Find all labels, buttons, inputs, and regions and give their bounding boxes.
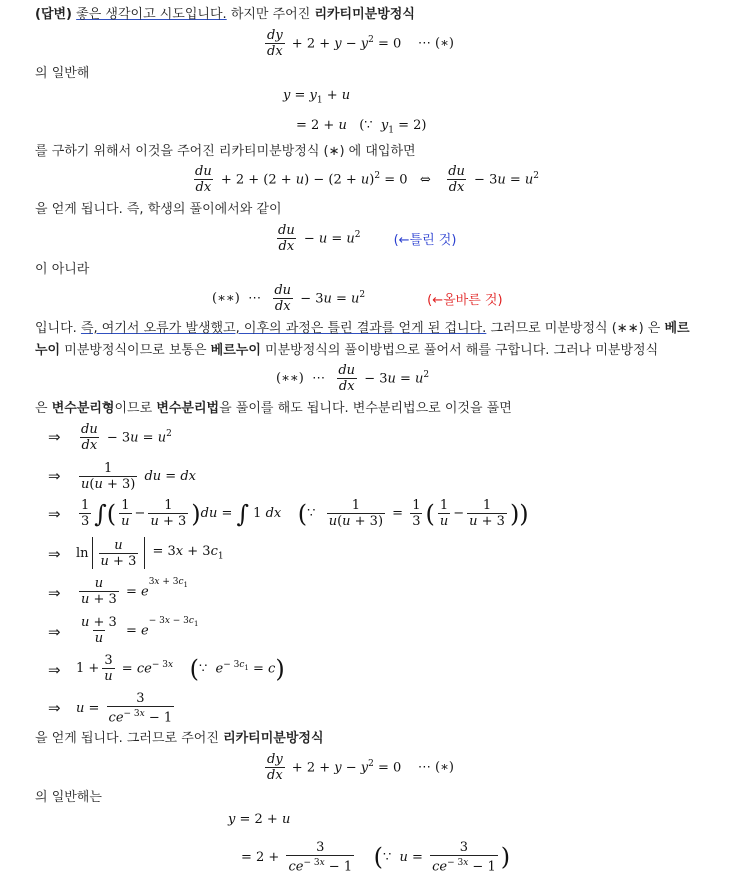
text-span: 그러므로 미분방정식 (∗∗) 은	[486, 321, 665, 336]
riccati-equation-2: $\frac{dy}{dx}$ + $2 + y - y^2 = 0$ ⋯ (∗)	[267, 752, 454, 783]
bernoulli-term: 베르	[664, 321, 690, 336]
step-3: $\frac{1}{3}$ ∫ ( $\frac{1}{u}$ − $\frac{1}{u + 3}$ ) du = ∫ 1 dx ( ∵ $\frac{1}{u(u + 3)}$ = $\frac{1}{3}$ ( $\frac{1}{u}$ − $\frac{1}{u + 3}$ ))	[81, 498, 529, 529]
right-label: 올바른 것	[443, 293, 498, 308]
general-solution-2: = 2 + $\frac{3}{ce^{- 3x} - 1}$ ( ∵ u = $\frac{3}{ce^{- 3x} - 1}$ )	[241, 840, 511, 875]
correct-eq: (∗∗) ⋯ $\frac{du}{dx}$ − $3u = u^2$ (←올바른 것)	[212, 283, 503, 314]
wrong-eq: $\frac{du}{dx}$ − $u = u^2$ (←틀린 것)	[278, 223, 457, 254]
bernoulli-term: 베르누이	[210, 343, 261, 358]
step-4: ln $\frac{u}{u + 3}$ = $3x + 3c_1$	[76, 537, 224, 569]
text-line	[35, 343, 658, 359]
step-8: u = $\frac{3}{ce^{- 3x} - 1}$	[76, 691, 173, 726]
implies-arrow: ⇒	[48, 467, 61, 485]
eq-tag: (∗∗)	[276, 371, 304, 386]
text-span: 미분방정식의 풀이방법으로 풀어서 해를 구합니다. 그러나 미분방정식	[260, 343, 659, 358]
riccati-term: 리카티미분방정식	[223, 731, 324, 746]
eq-tag: (∗∗)	[212, 291, 240, 306]
implies-arrow: ⇒	[48, 661, 61, 679]
text-line	[35, 401, 512, 417]
step-5: $\frac{u}{u + 3}$ = $e^{3x + 3c_1}$	[81, 576, 189, 607]
text-line: 이 아니라	[35, 262, 90, 277]
text-line: 을 얻게 됩니다. 즉, 학생의 풀이에서와 같이	[35, 202, 282, 217]
wrong-label: 틀린 것	[409, 233, 452, 248]
implies-arrow: ⇒	[48, 428, 61, 446]
eq-tag: ⋯ (∗)	[417, 36, 454, 51]
riccati-equation: $\frac{dy}{dx}$ + $2 + y - y^2 = 0$ ⋯ (∗)	[267, 28, 454, 59]
text-line: 의 일반해	[35, 66, 90, 81]
implies-arrow: ⇒	[48, 505, 61, 523]
general-solution-1: y = 2 + u	[228, 812, 291, 827]
text-span: 입니다.	[35, 321, 81, 336]
step-1: $\frac{du}{dx}$ − $3u = u^2$	[81, 422, 172, 453]
answer-tag: (답변)	[35, 7, 72, 22]
text-span: 을 풀이를 해도 됩니다. 변수분리법으로 이것을 풀면	[219, 401, 512, 416]
text-line: 를 구하기 위해서 이것을 주어진 리카티미분방정식 (∗) 에 대입하면	[35, 144, 416, 159]
step-7: 1 + $\frac{3}{u}$ = $ce^{- 3x}$ ( ∵ $e^{- 3c_1} = c$ )	[76, 653, 285, 684]
separable-term: 변수분리형	[51, 401, 115, 416]
substituted-eq: $\frac{du}{dx}$ + $2 + (2 + u) - (2 + u)^2 = 0$ ⇔ $\frac{du}{dx}$ − $3u = u^2$	[195, 164, 540, 195]
implies-arrow: ⇒	[48, 545, 61, 563]
substitution-eq-2: = 2 + u (∵ $y_1 = 2$)	[296, 118, 427, 136]
text-span: 이므로	[114, 401, 157, 416]
text-span: 을 얻게 됩니다. 그러므로 주어진	[35, 731, 224, 746]
correct-eq-2: (∗∗) ⋯ $\frac{du}{dx}$ − $3u = u^2$	[276, 363, 430, 394]
bernoulli-term: 누이	[35, 343, 61, 358]
error-note: 즉, 여기서 오류가 발생했고, 이후의 과정은 틀린 결과를 얻게 된 겁니다.	[80, 321, 487, 336]
separation-term: 변수분리법	[156, 401, 220, 416]
text-span: 은	[35, 401, 52, 416]
implies-arrow: ⇒	[48, 699, 61, 717]
substitution-eq: $y = y_1 + u$	[283, 88, 351, 106]
text-line	[35, 321, 690, 337]
implies-arrow: ⇒	[48, 584, 61, 602]
riccati-term: 리카티미분방정식	[314, 7, 415, 22]
implies-arrow: ⇒	[48, 623, 61, 641]
intro-line	[35, 7, 415, 23]
text-span: 하지만 주어진	[226, 7, 315, 22]
step-6: $\frac{u + 3}{u}$ = $e^{- 3x - 3c_1}$	[81, 615, 199, 646]
eq-tag: ⋯ (∗)	[417, 760, 454, 775]
step-2: $\frac{1}{u(u + 3)}$ du = dx	[81, 461, 196, 492]
text-line	[35, 731, 324, 747]
text-line: 의 일반해는	[35, 790, 102, 805]
underlined-praise: 좋은 생각이고 시도입니다.	[76, 7, 227, 22]
text-span: 미분방정식이므로 보통은	[60, 343, 211, 358]
